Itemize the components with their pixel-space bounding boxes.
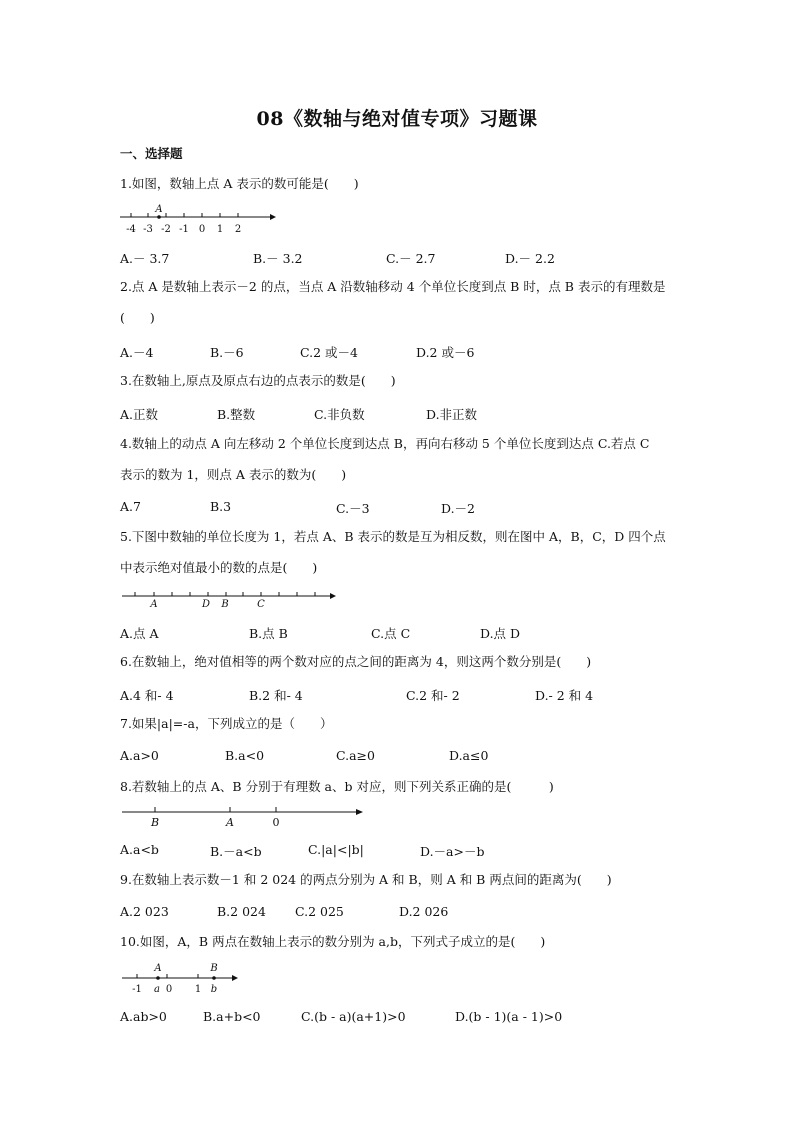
q6-option-a[interactable]: A.4 和- 4 xyxy=(120,688,174,703)
q5-option-a[interactable]: A.点 A xyxy=(120,626,159,641)
q10-number-line xyxy=(120,960,250,996)
q5-option-c[interactable]: C.点 C xyxy=(371,626,411,641)
question-7: 7.如果|a|=-a，下列成立的是（ ） xyxy=(120,716,333,731)
q10-point-label: A xyxy=(154,963,162,974)
q8-number-line xyxy=(120,806,370,830)
q2-option-b[interactable]: B.－6 xyxy=(210,345,244,360)
question-5: 5.下图中数轴的单位长度为 1，若点 A、B 表示的数是互为相反数，则在图中 A，B，C，D 四个点 xyxy=(120,529,666,544)
question-2-cont: ( ) xyxy=(120,310,155,325)
q5-point-label: D xyxy=(201,599,211,610)
q7-option-d[interactable]: D.a≤0 xyxy=(449,748,489,763)
q1-tick-label: 2 xyxy=(234,224,242,235)
q1-point-label: A xyxy=(155,204,163,215)
question-5-cont: 中表示绝对值最小的数的点是( ) xyxy=(120,560,318,575)
q8-options xyxy=(120,842,700,862)
q9-option-a[interactable]: A.2 023 xyxy=(120,904,169,919)
q8-option-b[interactable]: B.－a<b xyxy=(210,844,262,859)
q7-options xyxy=(120,748,700,768)
q3-option-d[interactable]: D.非正数 xyxy=(426,407,478,422)
q3-option-c[interactable]: C.非负数 xyxy=(314,407,365,422)
q10-point-label: B xyxy=(210,963,218,974)
q8-option-d[interactable]: D.－a>－b xyxy=(420,844,485,859)
q1-option-b[interactable]: B.－ 3.2 xyxy=(253,251,303,266)
question-3: 3.在数轴上,原点及原点右边的点表示的数是( ) xyxy=(120,373,396,388)
question-4-cont: 表示的数为 1，则点 A 表示的数为( ) xyxy=(120,467,347,482)
q4-option-c[interactable]: C.－3 xyxy=(336,501,370,516)
q6-options xyxy=(120,686,700,706)
question-8: 8.若数轴上的点 A、B 分别于有理数 a、b 对应，则下列关系正确的是( ) xyxy=(120,779,554,794)
q4-option-d[interactable]: D.－2 xyxy=(441,501,476,516)
q5-option-b[interactable]: B.点 B xyxy=(249,626,288,641)
q5-number-line xyxy=(120,588,340,612)
q2-option-a[interactable]: A.－4 xyxy=(120,345,154,360)
q6-option-d[interactable]: D.- 2 和 4 xyxy=(535,688,594,703)
q4-option-b[interactable]: B.3 xyxy=(210,499,232,514)
q5-option-d[interactable]: D.点 D xyxy=(480,626,521,641)
q1-option-a[interactable]: A.－ 3.7 xyxy=(120,251,170,266)
question-2: 2.点 A 是数轴上表示－2 的点，当点 A 沿数轴移动 4 个单位长度到点 B 时，点 B 表示的有理数是 xyxy=(120,279,666,294)
q8-option-c[interactable]: C.|a|<|b| xyxy=(308,842,364,857)
q8-point-label: B xyxy=(150,816,160,829)
q4-options xyxy=(120,499,700,519)
q10-tick-label: 1 xyxy=(194,984,202,995)
q1-tick-label: -4 xyxy=(126,224,136,235)
q10-tick-label: 0 xyxy=(165,984,173,995)
q5-point-label: A xyxy=(150,599,158,610)
q4-option-a[interactable]: A.7 xyxy=(120,499,141,514)
section-heading: 一、选择题 xyxy=(120,146,183,161)
q3-options xyxy=(120,405,700,425)
q8-origin-label: 0 xyxy=(272,816,280,829)
q1-tick-label: -3 xyxy=(143,224,153,235)
question-10: 10.如图，A，B 两点在数轴上表示的数分别为 a,b，下列式子成立的是( ) xyxy=(120,934,546,949)
q10-option-d[interactable]: D.(b - 1)(a - 1)>0 xyxy=(455,1009,563,1024)
q1-option-d[interactable]: D.－ 2.2 xyxy=(505,251,555,266)
q10-options xyxy=(120,1009,700,1029)
q2-option-c[interactable]: C.2 或－4 xyxy=(300,345,358,360)
q8-option-a[interactable]: A.a<b xyxy=(120,842,159,857)
q1-number-line xyxy=(120,204,280,236)
q1-tick-label: 1 xyxy=(216,224,224,235)
q7-option-a[interactable]: A.a>0 xyxy=(120,748,159,763)
q5-point-label: B xyxy=(221,599,229,610)
q5-options xyxy=(120,624,700,644)
question-1: 1.如图，数轴上点 A 表示的数可能是( ) xyxy=(120,176,359,191)
q6-option-b[interactable]: B.2 和- 4 xyxy=(249,688,303,703)
question-6: 6.在数轴上，绝对值相等的两个数对应的点之间的距离为 4，则这两个数分别是( ) xyxy=(120,654,592,669)
q1-options xyxy=(120,249,700,269)
q10-tick-label: -1 xyxy=(132,984,142,995)
q9-option-c[interactable]: C.2 025 xyxy=(295,904,344,919)
question-9: 9.在数轴上表示数－1 和 2 024 的两点分别为 A 和 B，则 A 和 B 两点间的距离为( ) xyxy=(120,872,612,887)
q1-tick-label: 0 xyxy=(198,224,206,235)
q9-option-b[interactable]: B.2 024 xyxy=(217,904,266,919)
page-title: 08《数轴与绝对值专项》习题课 xyxy=(256,108,538,130)
q6-option-c[interactable]: C.2 和- 2 xyxy=(406,688,460,703)
q8-point-label: A xyxy=(226,816,234,829)
q5-point-label: C xyxy=(257,599,265,610)
q10-option-b[interactable]: B.a+b<0 xyxy=(203,1009,261,1024)
question-4: 4.数轴上的动点 A 向左移动 2 个单位长度到达点 B，再向右移动 5 个单位长度到达点 C.若点 C xyxy=(120,436,650,451)
q2-options xyxy=(120,343,700,363)
q10-var-label: a xyxy=(154,984,160,995)
q9-options xyxy=(120,904,700,924)
q7-option-c[interactable]: C.a≥0 xyxy=(336,748,375,763)
q1-tick-label: -1 xyxy=(179,224,189,235)
q3-option-a[interactable]: A.正数 xyxy=(120,407,159,422)
q3-option-b[interactable]: B.整数 xyxy=(217,407,256,422)
q2-option-d[interactable]: D.2 或－6 xyxy=(416,345,475,360)
q1-option-c[interactable]: C.－ 2.7 xyxy=(386,251,436,266)
q9-option-d[interactable]: D.2 026 xyxy=(399,904,449,919)
q10-option-c[interactable]: C.(b - a)(a+1)>0 xyxy=(301,1009,406,1024)
q1-tick-label: -2 xyxy=(161,224,171,235)
q10-var-label: b xyxy=(210,984,218,995)
q7-option-b[interactable]: B.a<0 xyxy=(225,748,265,763)
q10-option-a[interactable]: A.ab>0 xyxy=(120,1009,167,1024)
